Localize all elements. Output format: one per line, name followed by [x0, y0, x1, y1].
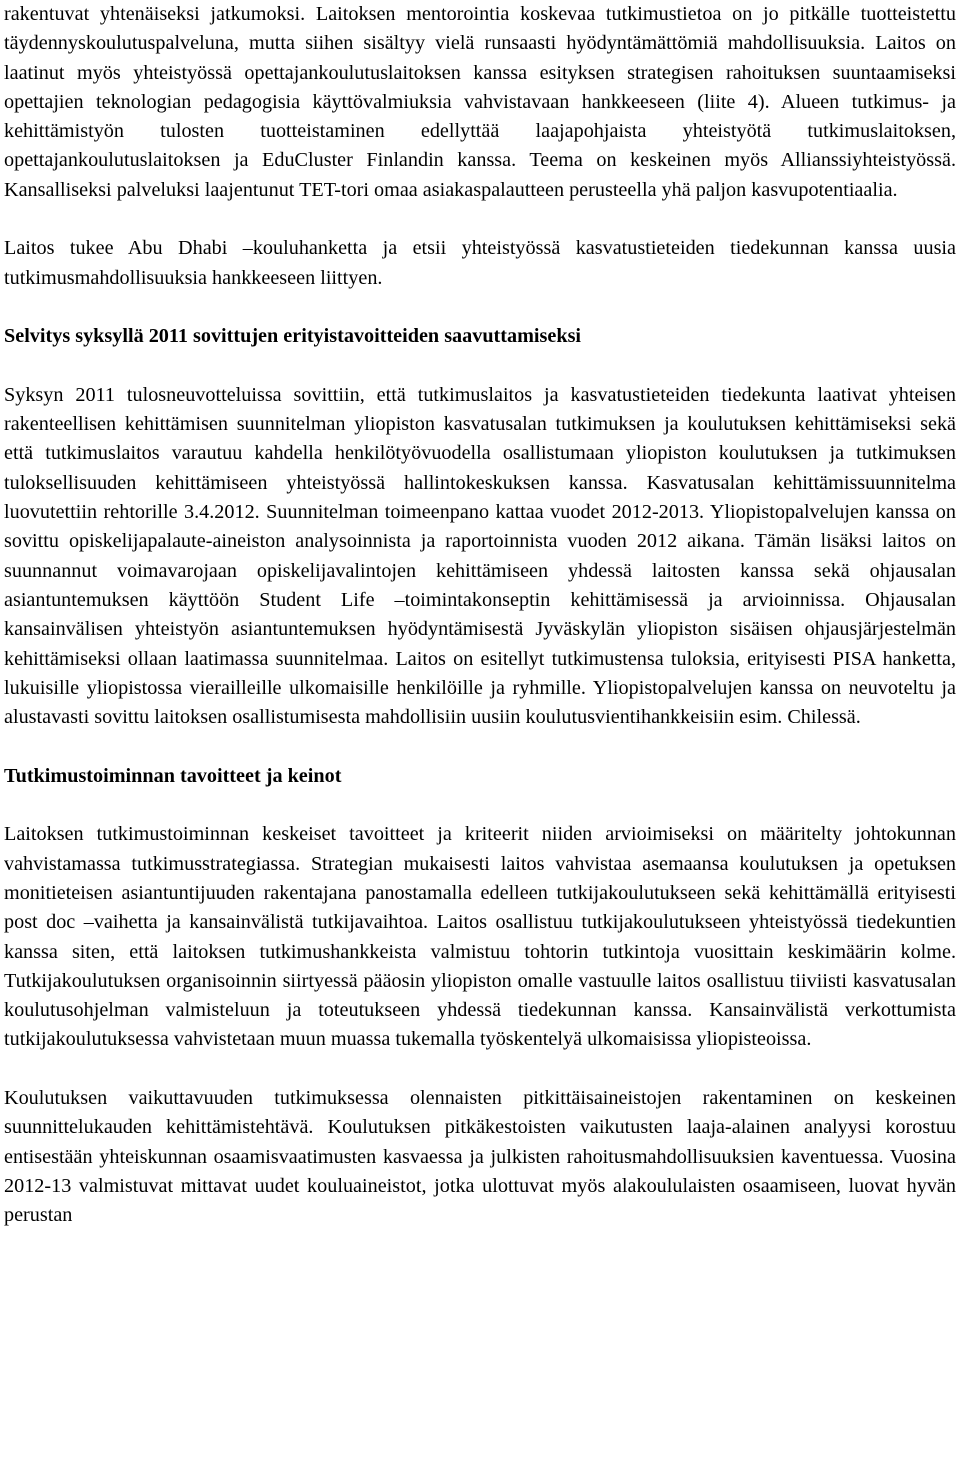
section-heading: Selvitys syksyllä 2011 sovittujen erityistavoitteiden saavuttamiseksi [4, 325, 582, 348]
document-page [4, 0, 956, 1230]
body-paragraph: rakentuvat yhtenäiseksi jatkumoksi. Laitoksen mentorointia koskevaa tutkimustietoa on jo pitkälle tuotteistettu täydennyskoulutuspalveluna, mutta siihen sisältyy vielä runsaasti hyödyntämättömiä mahdollisuuksia. Laitos on laatinut myös yhteistyössä opettajankoulutuslaitoksen kanssa esityksen strategisen rahoituksen suuntaamiseksi opettajien teknologian pedagogisia käyttövalmiuksia vahvistavaan hankkeeseen (liite 4). Alueen tutkimus- ja kehittämistyön tulosten tuotteistaminen edellyttää laajapohjaista yhteistyötä tutkimuslaitoksen, opettajankoulutuslaitoksen ja EduCluster Finlandin kanssa. Teema on keskeinen myös Allianssiyhteistyössä. Kansalliseksi palveluksi laajentunut TET-tori omaa asiakaspalautteen perusteella yhä paljon kasvupotentiaalia. [4, 3, 956, 201]
body-paragraph: Laitos tukee Abu Dhabi –kouluhanketta ja etsii yhteistyössä kasvatustieteiden tiedekunnan kanssa uusia tutkimusmahdollisuuksia hankkeeseen liittyen. [4, 237, 956, 289]
body-paragraph: Syksyn 2011 tulosneuvotteluissa sovittiin, että tutkimuslaitos ja kasvatustieteiden tiedekunta laativat yhteisen rakenteellisen kehittämisen suunnitelman yliopiston kasvatusalan tutkimuksen ja koulutuksen kehittämiseksi sekä että tutkimuslaitos varautuu kahdella henkilötyövuodella osallistumaan yliopiston koulutuksen ja tutkimuksen tuloksellisuuden kehittämiseen yhteistyössä hallintokeskuksen kanssa. Kasvatusalan kehittämissuunnitelma luovutettiin rehtorille 3.4.2012. Suunnitelman toimeenpano kattaa vuodet 2012-2013. Yliopistopalvelujen kanssa on sovittu opiskelijapalaute-aineiston analysoinnista ja raportoinnista vuoden 2012 aikana. Tämän lisäksi laitos on suunnannut voimavarojaan opiskelijavalintojen kehittämiseen yhdessä laitosten kanssa sekä ohjausalan asiantuntemuksen käyttöön Student Life –toimintakonseptin kehittämisessä ja arvioinnissa. Ohjausalan kansainvälisen yhteistyön asiantuntemuksen hyödyntämisestä Jyväskylän yliopiston sisäisen ohjausjärjestelmän kehittämiseksi ollaan laatimassa suunnitelmaa. Laitos on esitellyt tutkimustensa tuloksia, erityisesti PISA hanketta, lukuisille yliopistossa vierailleille ulkomaisille henkilöille ja ryhmille. Yliopistopalvelujen kanssa on neuvoteltu ja alustavasti sovittu laitoksen osallistumisesta mahdollisiin uusiin koulutusvientihankkeisiin esim. Chilessä. [4, 383, 956, 729]
body-paragraph: Laitoksen tutkimustoiminnan keskeiset tavoitteet ja kriteerit niiden arvioimiseksi on määritelty johtokunnan vahvistamassa tutkimusstrategiassa. Strategian mukaisesti laitos vahvistaa asemaansa koulutuksen ja opetuksen monitieteisen asiantuntijuuden rakentajana panostamalla edelleen tutkijakoulutukseen sekä kehittämällä erityisesti post doc –vaihetta ja kansainvälistä tutkijavaihtoa. Laitos osallistuu tutkijakoulutukseen yhteistyössä tiedekuntien kanssa siten, että laitoksen tutkimushankkeista valmistuu tohtorin tutkintoja vuosittain keskimäärin kolme. Tutkijakoulutuksen organisoinnin siirtyessä pääosin yliopiston omalle vastuulle laitos osallistuu tiiviisti kasvatusalan koulutusohjelman valmisteluun ja toteutukseen yhdessä tiedekunnan kanssa. Kansainvälistä verkottumista tutkijakoulutuksessa vahvistetaan muun muassa tukemalla työskentelyä ulkomaisissa yliopisteoissa. [4, 823, 956, 1051]
body-paragraph: Koulutuksen vaikuttavuuden tutkimuksessa olennaisten pitkittäisaineistojen rakentaminen on keskeinen suunnittelukauden kehittämistehtävä. Koulutuksen pitkäkestoisten vaikutusten laaja-alainen analyysi korostuu entisestään yhteiskunnan osaamisvaatimusten kasvaessa ja julkisten rahoitusmahdollisuuksien kaventuessa. Vuosina 2012-13 valmistuvat mittavat uudet kouluaineistot, jotka ulottuvat myös alakoululaisten osaamiseen, luovat hyvän perustan [4, 1086, 956, 1227]
section-heading: Tutkimustoiminnan tavoitteet ja keinot [4, 764, 342, 787]
